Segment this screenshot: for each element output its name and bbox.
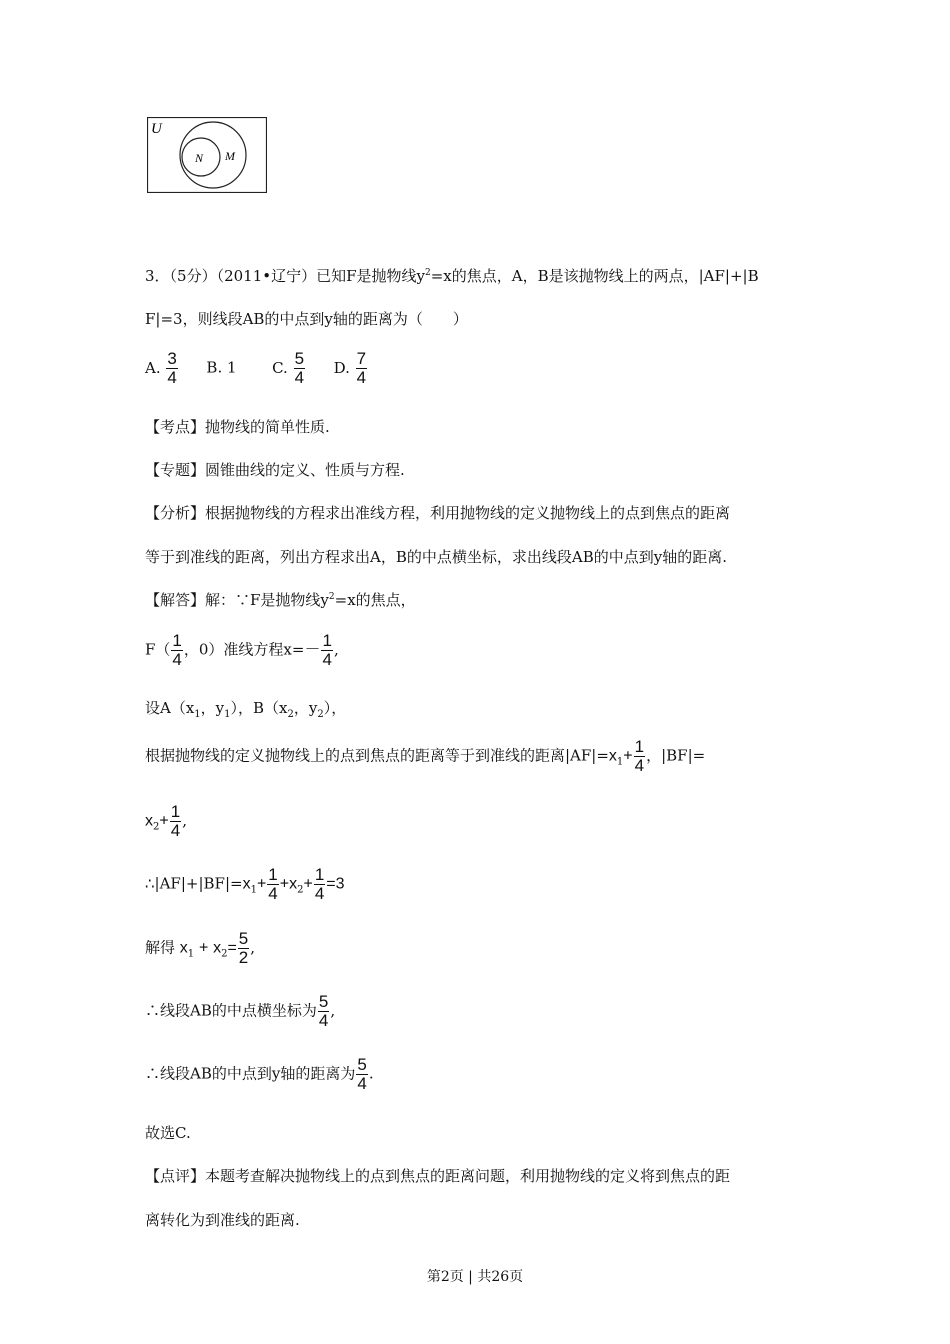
kaodian: 【考点】抛物线的简单性质. [145,418,330,436]
u-label: U [151,121,162,137]
option-c: C. $\frac{5}{4}$ [272,349,305,387]
dianping-line-2: 离转化为到准线的距离. [145,1211,300,1229]
dianping-line-1: 【点评】本题考查解决抛物线上的点到焦点的距离问题，利用抛物线的定义将到焦点的距 [145,1167,731,1185]
set-m-circle [180,122,246,188]
definition-line: 根据抛物线的定义抛物线上的点到焦点的距离等于到准线的距离$|AF|=x_1+$ $\frac{1}{4}$ ，|BF|= [145,737,706,775]
answer-line: 故选C. [145,1124,191,1142]
question-line-2: F|=3，则线段AB的中点到y轴的距离为（ ） [145,310,468,328]
focus-line: F（ $\frac{1}{4}$ ，0）准线方程x=－ $\frac{1}{4}$ , [145,631,339,669]
option-b: B. 1 [206,358,237,377]
jieda-line: 【解答】解：∵F是抛物线$y^2=x$的焦点， [145,591,416,609]
midpoint-line: ∴线段AB的中点横坐标为 $\frac{5}{4}$ , [145,992,336,1030]
solve-line: 解得 $x_1 + x_2=$ $\frac{5}{2}$ , [145,929,256,967]
option-a: A. $\frac{3}{4}$ [145,349,177,387]
sum-line: $\therefore|AF|+|BF|=x_1+$ $\frac{1}{4}$ $+x_2+$ $\frac{1}{4}$ =3 [145,865,345,903]
n-label: N [195,151,204,165]
venn-diagram [147,117,267,193]
question-line-1: 3．（5分）（2011•辽宁）已知F是抛物线$y^2=x$的焦点，A，B是该抛物线上的两点，|AF|+|B [145,267,759,285]
universal-set-box [148,118,267,193]
distance-line: ∴线段AB的中点到y轴的距离为 $\frac{5}{4}$ . [145,1055,374,1093]
m-label: M [225,149,235,163]
zhuanti: 【专题】圆锥曲线的定义、性质与方程. [145,461,405,479]
option-d: D. $\frac{7}{4}$ [333,349,367,387]
fenxi-line-1: 【分析】根据抛物线的方程求出准线方程，利用抛物线的定义抛物线上的点到焦点的距离 [145,504,731,522]
set-points-line: 设$A(x_1$，$y_1$），$B(x_2$，$y_2$）， [145,699,347,720]
fenxi-line-2: 等于到准线的距离，列出方程求出A，B的中点横坐标，求出线段AB的中点到y轴的距离. [145,548,727,566]
x2-line: $x_2+$ $\frac{1}{4}$ , [145,802,187,840]
options-row [145,350,368,387]
page-footer: 第2页 | 共26页 [426,1269,524,1285]
